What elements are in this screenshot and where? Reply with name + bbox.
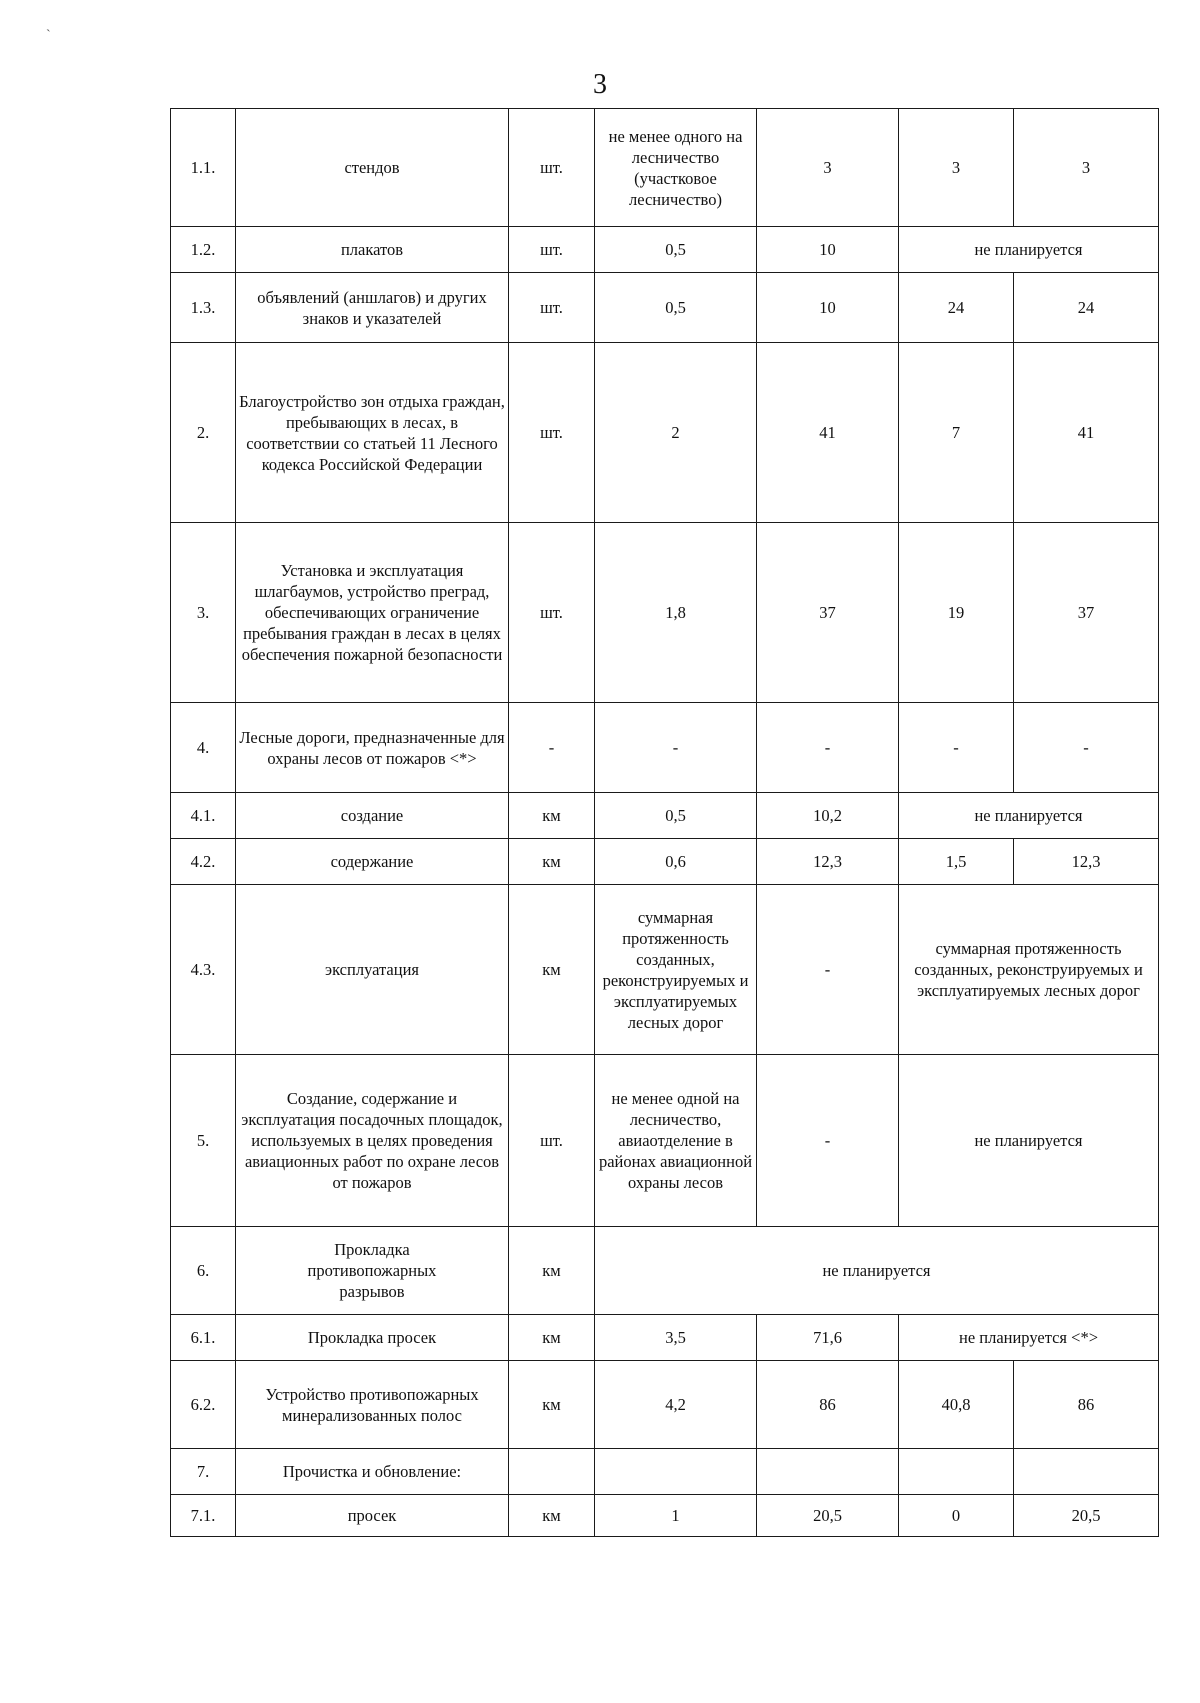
table-row [171,1495,1159,1537]
merged-value-cell: не планируется <*> [899,1315,1159,1361]
measure-name: Создание, содержание и эксплуатация посадочных площадок, используемых в целях проведения авиационных работ по охране лесов от пожаров [236,1055,509,1227]
measure-name: содержание [236,839,509,885]
measure-name: Прочистка и обновление: [236,1449,509,1495]
table-row [171,523,1159,703]
row-number: 6.1. [171,1315,236,1361]
norm-cell: 0,5 [595,273,757,343]
value-cell: 86 [1014,1361,1159,1449]
merged-value-cell: не планируется [899,793,1159,839]
value-cell: - [757,1055,899,1227]
measure-name: плакатов [236,227,509,273]
measure-name: Устройство противопожарных минерализованных полос [236,1361,509,1449]
unit-cell: км [509,1315,595,1361]
table-row [171,227,1159,273]
row-number: 3. [171,523,236,703]
row-number: 6.2. [171,1361,236,1449]
value-cell: - [899,703,1014,793]
value-cell: 3 [899,109,1014,227]
value-cell: 37 [757,523,899,703]
unit-cell: шт. [509,523,595,703]
value-cell: 12,3 [757,839,899,885]
value-cell: 37 [1014,523,1159,703]
fire-prevention-measures-table [170,108,1159,1537]
measure-name: Благоустройство зон отдыха граждан, пребывающих в лесах, в соответствии со статьей 11 Лесного кодекса Российской Федерации [236,343,509,523]
norm-cell: 0,6 [595,839,757,885]
value-cell: 41 [1014,343,1159,523]
value-cell: 3 [757,109,899,227]
table-row [171,1361,1159,1449]
value-cell: 71,6 [757,1315,899,1361]
row-number: 7.1. [171,1495,236,1537]
row-number: 1.3. [171,273,236,343]
row-number: 4.2. [171,839,236,885]
unit-cell: шт. [509,1055,595,1227]
norm-cell: не менее одного на лесничество (участковое лесничество) [595,109,757,227]
measure-name: Прокладка просек [236,1315,509,1361]
unit-cell: км [509,1361,595,1449]
measure-name: Установка и эксплуатация шлагбаумов, устройство преград, обеспечивающих ограничение пребывания граждан в лесах в целях обеспечения пожарной безопасности [236,523,509,703]
table-row [171,1315,1159,1361]
norm-cell: 4,2 [595,1361,757,1449]
table-row [171,1055,1159,1227]
table-row [171,109,1159,227]
scan-mark: ` [46,28,51,43]
value-cell [899,1449,1014,1495]
value-cell: - [757,885,899,1055]
table-row [171,1449,1159,1495]
value-cell [1014,1449,1159,1495]
page-number: 3 [593,69,607,100]
norm-cell: 2 [595,343,757,523]
value-cell: 10 [757,227,899,273]
table-row [171,1227,1159,1315]
value-cell: - [757,703,899,793]
merged-value-cell: не планируется [595,1227,1159,1315]
unit-cell [509,1449,595,1495]
norm-cell: 3,5 [595,1315,757,1361]
value-cell: 0 [899,1495,1014,1537]
measure-name: Лесные дороги, предназначенные для охраны лесов от пожаров <*> [236,703,509,793]
value-cell: 7 [899,343,1014,523]
row-number: 4. [171,703,236,793]
table-row [171,343,1159,523]
value-cell: 24 [1014,273,1159,343]
value-cell: 10,2 [757,793,899,839]
norm-cell: 1,8 [595,523,757,703]
measure-name: объявлений (аншлагов) и других знаков и указателей [236,273,509,343]
value-cell: 41 [757,343,899,523]
value-cell: 20,5 [1014,1495,1159,1537]
measure-name: эксплуатация [236,885,509,1055]
norm-cell: 1 [595,1495,757,1537]
row-number: 1.2. [171,227,236,273]
unit-cell: шт. [509,343,595,523]
unit-cell: шт. [509,109,595,227]
norm-cell [595,1449,757,1495]
value-cell: 24 [899,273,1014,343]
unit-cell: - [509,703,595,793]
unit-cell: км [509,885,595,1055]
norm-cell: 0,5 [595,227,757,273]
unit-cell: шт. [509,273,595,343]
row-number: 5. [171,1055,236,1227]
value-cell: 3 [1014,109,1159,227]
row-number: 6. [171,1227,236,1315]
unit-cell: км [509,839,595,885]
table-row [171,793,1159,839]
measure-name: создание [236,793,509,839]
row-number: 4.3. [171,885,236,1055]
value-cell: 40,8 [899,1361,1014,1449]
row-number: 4.1. [171,793,236,839]
measure-name: Прокладка противопожарных разрывов [236,1227,509,1315]
unit-cell: км [509,1495,595,1537]
norm-cell: суммарная протяженность созданных, реконструируемых и эксплуатируемых лесных дорог [595,885,757,1055]
norm-cell: 0,5 [595,793,757,839]
value-cell: 86 [757,1361,899,1449]
row-number: 7. [171,1449,236,1495]
measure-name: просек [236,1495,509,1537]
row-number: 2. [171,343,236,523]
merged-value-cell: суммарная протяженность созданных, реконструируемых и эксплуатируемых лесных дорог [899,885,1159,1055]
merged-value-cell: не планируется [899,1055,1159,1227]
unit-cell: км [509,793,595,839]
value-cell: 19 [899,523,1014,703]
unit-cell: км [509,1227,595,1315]
value-cell: 12,3 [1014,839,1159,885]
measure-name: стендов [236,109,509,227]
value-cell: 20,5 [757,1495,899,1537]
norm-cell: - [595,703,757,793]
merged-value-cell: не планируется [899,227,1159,273]
value-cell: 10 [757,273,899,343]
table-row [171,839,1159,885]
table-row [171,885,1159,1055]
row-number: 1.1. [171,109,236,227]
value-cell: 1,5 [899,839,1014,885]
value-cell: - [1014,703,1159,793]
table-row [171,273,1159,343]
table-row [171,703,1159,793]
value-cell [757,1449,899,1495]
unit-cell: шт. [509,227,595,273]
norm-cell: не менее одной на лесничество, авиаотделение в районах авиационной охраны лесов [595,1055,757,1227]
